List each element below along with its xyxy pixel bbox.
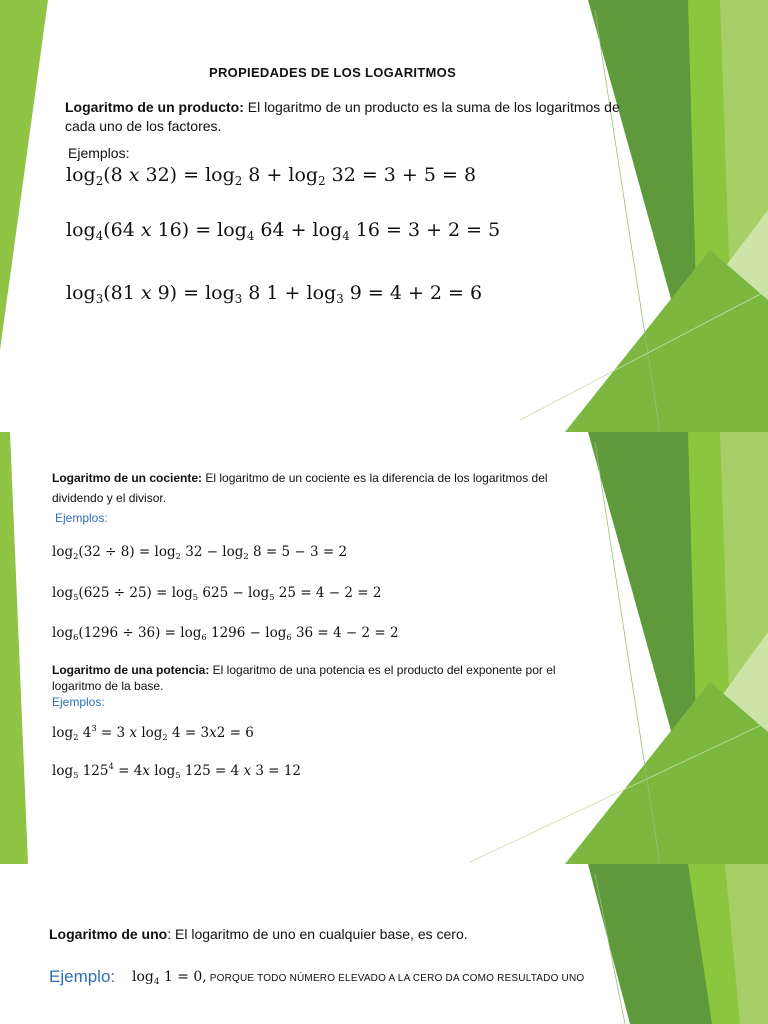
- slide-cociente-potencia: [0, 432, 768, 864]
- power-heading: Logaritmo de una potencia:: [52, 663, 210, 677]
- one-heading: Logaritmo de uno: [49, 926, 168, 942]
- slide-uno: [0, 864, 768, 1024]
- examples-label-2: Ejemplos:: [52, 695, 105, 709]
- product-text: El logaritmo de un producto es la suma de los logaritmos de cada uno de los factores.: [65, 99, 620, 134]
- quotient-heading: Logaritmo de un cociente:: [52, 471, 203, 485]
- equation-caption: PORQUE TODO NÚMERO ELEVADO A LA CERO DA COMO RESULTADO UNO: [206, 973, 585, 984]
- equation-power-1: $\log_2 4^3 = 3$ 𝑥 $\log_2 4$ = 3𝑥2 = 6: [52, 723, 254, 742]
- left-green-stripe: [0, 0, 48, 350]
- equation-power-2: $\log_5 125^4$ = 4𝑥 $\log_5 125 = 4$ 𝑥 3 = 12: [52, 761, 302, 780]
- example-label: Ejemplo:: [49, 967, 116, 986]
- quotient-description: [52, 468, 577, 508]
- equation-one: $\log_4 1 = 0$, PORQUE TODO NÚMERO ELEVADO A LA CERO DA COMO RESULTADO UNO: [132, 969, 585, 988]
- one-description: [49, 925, 468, 944]
- page-title: PROPIEDADES DE LOS LOGARITMOS: [209, 65, 457, 80]
- equation-product-1: $\log_2(8$ 𝑥 $32) = \log_2 8 + \log_2 32 = 3 + 5 = 8$: [66, 164, 477, 189]
- green-decoration: [0, 864, 768, 1024]
- left-green-stripe: [0, 432, 28, 864]
- quotient-text: El logaritmo de un cociente es la diferencia de los logaritmos del dividendo y el divisor.: [52, 471, 548, 505]
- product-description: [65, 98, 625, 136]
- equation-quotient-2: $\log_5(625 \div 25) = \log_5 625 - \log_5 25 = 4 - 2 = 2$: [52, 585, 382, 602]
- product-heading: Logaritmo de un producto:: [65, 99, 244, 115]
- equation-quotient-3: $\log_6(1296 \div 36) = \log_6 1296 - \log_6 36 = 4 - 2 = 2$: [52, 625, 399, 642]
- power-text: El logaritmo de una potencia es el producto del exponente por el logaritmo de la base.: [52, 663, 556, 693]
- slide-producto: [0, 0, 768, 432]
- power-description: [52, 662, 572, 694]
- one-text: : El logaritmo de uno en cualquier base, es cero.: [167, 926, 468, 942]
- examples-label: Ejemplos:: [68, 145, 130, 161]
- equation-product-3: $\log_3(81$ 𝑥 $9) = \log_3 8$ $1 + \log_3 9 = 4 + 2 = 6$: [66, 282, 483, 307]
- equation-product-2: $\log_4(64$ 𝑥 $16) = \log_4 64 + \log_4 16 = 3 + 2 = 5$: [66, 219, 501, 244]
- examples-label: Ejemplos:: [55, 511, 108, 525]
- equation-quotient-1: $\log_2(32 \div 8) = \log_2 32 - \log_2 8 = 5 - 3 = 2$: [52, 544, 348, 561]
